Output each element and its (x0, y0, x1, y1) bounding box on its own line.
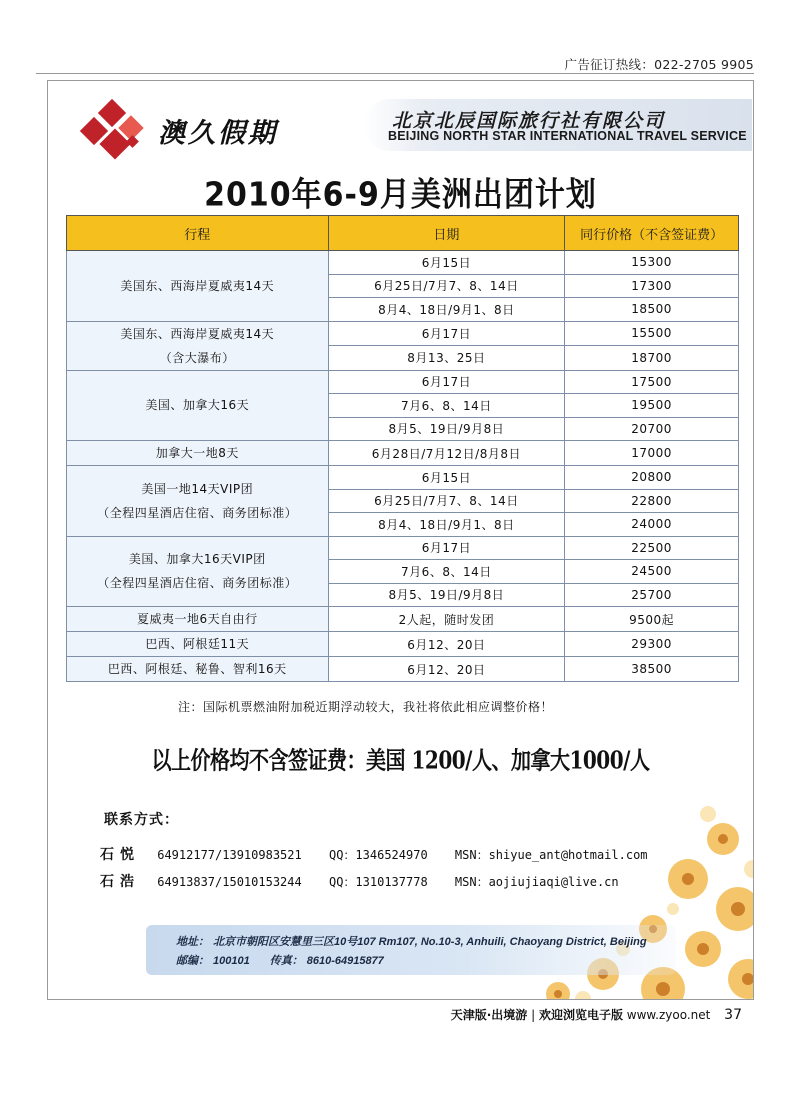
route-cell (67, 632, 329, 657)
address-line (176, 933, 647, 949)
contact-qq: QQ：1310137778 (328, 875, 428, 889)
route-line: 美国、加拿大16天 (145, 398, 250, 413)
route-cell (67, 657, 329, 682)
price-cell: 22500 (565, 536, 739, 560)
price-cell: 18500 (565, 298, 739, 322)
table-row (67, 466, 739, 490)
postcode-fax-line (176, 952, 384, 968)
contact-name: 石浩 (100, 874, 140, 890)
brand-name: 澳久假期 (158, 118, 278, 149)
footer-welcome: 欢迎浏览电子版 (538, 1008, 623, 1022)
route-line: 巴西、阿根廷11天 (145, 637, 250, 651)
table-row (67, 370, 739, 394)
route-line: 美国东、西海岸夏威夷14天 (120, 326, 275, 341)
price-cell: 9500起 (565, 607, 739, 632)
price-cell: 19500 (565, 394, 739, 418)
price-cell: 24500 (565, 560, 739, 584)
postcode-label: 邮编： (176, 955, 209, 967)
contact-msn: MSN：aojiujiaqi@live.cn (454, 875, 619, 889)
date-cell: 8月13、25日 (328, 346, 565, 371)
footer-site-link[interactable]: www.zyoo.net (626, 1008, 711, 1022)
header-route: 行程 (67, 216, 329, 251)
fuel-surcharge-note: 注：国际机票燃油附加税近期浮动较大，我社将依此相应调整价格！ (178, 700, 554, 714)
visa-fee-notice: 以上价格均不含签证费：美国 1200/人、加拿大1000/人 (151, 745, 650, 775)
date-cell: 8月4、18日/9月1、8日 (328, 513, 565, 537)
date-cell: 7月6、8、14日 (328, 394, 565, 418)
route-cell (67, 441, 329, 466)
route-line: 巴西、阿根廷、秘鲁、智利16天 (107, 662, 287, 676)
price-cell: 20800 (565, 466, 739, 490)
table-row (67, 536, 739, 560)
fax-value: 8610-64915877 (306, 955, 384, 967)
agency-name-cn: 北京北辰国际旅行社有限公司 (392, 110, 666, 132)
page-number: 37 (724, 1007, 742, 1023)
table-row (67, 251, 739, 275)
date-cell: 8月5、19日/9月8日 (328, 583, 565, 607)
price-cell: 15500 (565, 321, 739, 346)
contact-qq: QQ：1346524970 (328, 848, 428, 862)
date-cell: 6月28日/7月12日/8月8日 (328, 441, 565, 466)
contact-heading: 联系方式： (104, 812, 179, 828)
date-cell: 6月25日/7月7、8、14日 (328, 489, 565, 513)
route-cell (67, 321, 329, 370)
date-cell: 6月17日 (328, 536, 565, 560)
date-cell: 6月15日 (328, 251, 565, 275)
table-row (67, 657, 739, 682)
table-row (67, 607, 739, 632)
price-cell: 24000 (565, 513, 739, 537)
header-divider (36, 73, 754, 74)
route-cell (67, 251, 329, 322)
date-cell: 6月17日 (328, 321, 565, 346)
contact-name: 石悦 (100, 847, 140, 863)
agency-name-en: BEIJING NORTH STAR INTERNATIONAL TRAVEL SERVICE (388, 129, 747, 143)
table-row (67, 441, 739, 466)
contact-msn: MSN：shiyue_ant@hotmail.com (454, 848, 648, 862)
route-cell (67, 607, 329, 632)
route-line: （含大瀑布） (159, 350, 235, 365)
route-line: （全程四星酒店住宿、商务团标准） (97, 505, 298, 520)
price-cell: 25700 (565, 583, 739, 607)
page-frame (47, 80, 754, 1000)
contact-phone: 64912177/13910983521 (157, 848, 302, 862)
price-cell: 17500 (565, 370, 739, 394)
address-bar (146, 925, 676, 975)
contact-phone: 64913837/15010153244 (157, 875, 302, 889)
route-cell (67, 466, 329, 537)
price-cell: 22800 (565, 489, 739, 513)
date-cell: 6月12、20日 (328, 632, 565, 657)
ad-hotline: 广告征订热线：022-2705 9905 (564, 57, 754, 72)
route-line: 美国一地14天VIP团 (141, 481, 254, 496)
date-cell: 8月5、19日/9月8日 (328, 417, 565, 441)
price-cell: 38500 (565, 657, 739, 682)
page-footer (451, 1006, 742, 1023)
postcode-value: 100101 (213, 955, 250, 967)
date-cell: 7月6、8、14日 (328, 560, 565, 584)
price-cell: 20700 (565, 417, 739, 441)
address-text: 北京市朝阳区安慧里三区10号107 Rm107, No.10-3, Anhuili, Chaoyang District, Beijing (213, 936, 647, 948)
route-line: （全程四星酒店住宿、商务团标准） (97, 576, 298, 591)
price-cell: 29300 (565, 632, 739, 657)
page-title: 2010年6-9月美洲出团计划 (204, 175, 597, 215)
date-cell: 6月15日 (328, 466, 565, 490)
header-date: 日期 (328, 216, 565, 251)
agency-banner (364, 99, 752, 151)
route-line: 美国东、西海岸夏威夷14天 (120, 278, 275, 293)
logo-diamonds-icon (76, 99, 156, 169)
date-cell: 6月12、20日 (328, 657, 565, 682)
route-line: 夏威夷一地6天自由行 (136, 612, 258, 626)
route-line: 加拿大一地8天 (155, 446, 239, 460)
route-cell (67, 370, 329, 441)
price-cell: 15300 (565, 251, 739, 275)
header-price: 同行价格（不含签证费） (565, 216, 739, 251)
date-cell: 6月17日 (328, 370, 565, 394)
date-cell: 6月25日/7月7、8、14日 (328, 274, 565, 298)
tour-plan-table (66, 215, 739, 682)
price-cell: 17300 (565, 274, 739, 298)
price-cell: 17000 (565, 441, 739, 466)
table-row (67, 321, 739, 346)
date-cell: 8月4、18日/9月1、8日 (328, 298, 565, 322)
fax-label: 传真： (269, 955, 303, 967)
table-header-row (67, 216, 739, 251)
route-line: 美国、加拿大16天VIP团 (128, 552, 266, 567)
footer-separator: | (531, 1008, 536, 1022)
date-cell: 2人起，随时发团 (328, 607, 565, 632)
footer-edition: 天津版·出境游 (450, 1008, 528, 1022)
route-cell (67, 536, 329, 607)
address-label: 地址： (176, 936, 209, 948)
price-cell: 18700 (565, 346, 739, 371)
table-row (67, 632, 739, 657)
